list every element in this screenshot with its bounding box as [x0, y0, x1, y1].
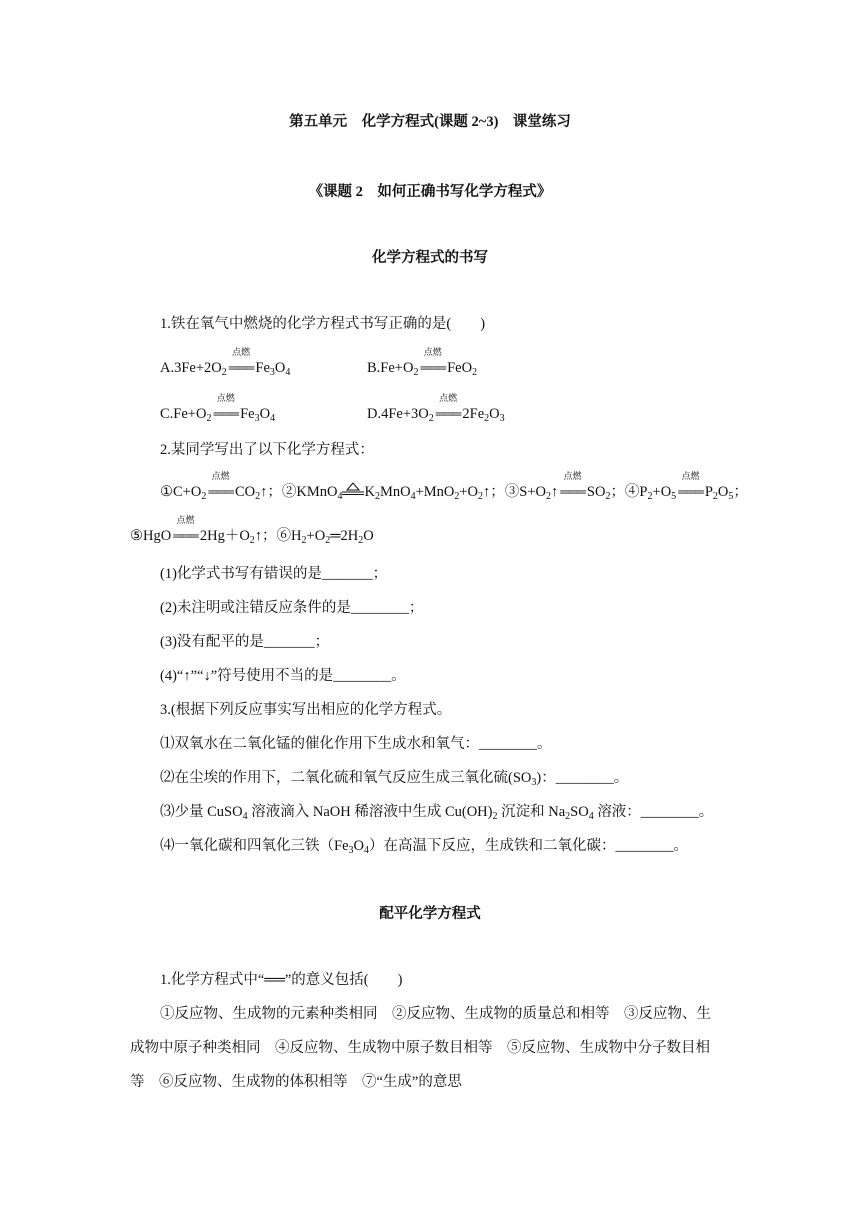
- q2-answer-1: (1)化学式书写有错误的是_______；: [160, 566, 388, 582]
- q3-sub-1: ⑴双氧水在二氧化锰的催化作用下生成水和氧气：________。: [160, 736, 552, 752]
- reaction-condition-label: 点燃: [232, 347, 251, 357]
- section-title-writing: 化学方程式的书写: [372, 250, 488, 266]
- section-title-balancing: 配平化学方程式: [379, 906, 481, 922]
- lesson-title: 《课题 2 如何正确书写化学方程式》: [308, 184, 552, 200]
- q4-stem: 1.化学方程式中“══”的意义包括( ): [160, 972, 403, 988]
- q2-answer-4: (4)“↑”“↓”符号使用不当的是________。: [160, 668, 406, 684]
- q1-stem: 1.铁在氧气中燃烧的化学方程式书写正确的是( ): [160, 316, 486, 332]
- reaction-condition-label: 点燃: [563, 471, 582, 481]
- q1-option-a: $A.3Fe+2O_2$ 点燃 ═══ $Fe_3O_4$: [160, 347, 291, 378]
- q4-line-1: ①反应物、生成物的元素种类相同 ②反应物、生成物的质量总和相等 ③反应物、生: [160, 1006, 711, 1022]
- q2-answer-3: (3)没有配平的是_______；: [160, 634, 330, 650]
- reaction-condition-label: 点燃: [211, 471, 230, 481]
- q2-stem: 2.某同学写出了以下化学方程式：: [160, 442, 374, 458]
- q4-line-3: 等 ⑥反应物、生成物的体积相等 ⑦“生成”的意思: [130, 1074, 462, 1090]
- q3-sub-4: ⑷一氧化碳和四氧化三铁$(Fe_3O_4)$在高温下反应，生成铁和二氧化碳：________。: [160, 838, 688, 856]
- q3-sub-3: ⑶少量 CuSO$_4$ 溶液滴入 NaOH 稀溶液中生成 $Cu(OH)_2$ 沉淀和 $Na_2SO_4$ 溶液：________。: [160, 804, 714, 822]
- q2-equations-line2: ⑤HgO 点燃 ═══ $2Hg+O_2↑$；$⑥H_2+O_2═2H_2O$: [130, 515, 374, 546]
- q1-option-c: $C.Fe+O_2$ 点燃 ═══ $Fe_3O_4$: [160, 393, 276, 424]
- page-title: 第五单元 化学方程式(课题 2~3) 课堂练习: [289, 114, 571, 130]
- q1-option-d: $D.4Fe+3O_2$ 点燃 ═══ $2Fe_2O_3$: [367, 393, 505, 424]
- q4-line-2: 成物中原子种类相同 ④反应物、生成物中原子数目相等 ⑤反应物、生成物中分子数目相: [130, 1040, 710, 1056]
- q3-stem: 3.(根据下列反应事实写出相应的化学方程式。: [160, 702, 452, 718]
- reaction-condition-label: 点燃: [681, 471, 700, 481]
- q3-sub-2: ⑵在尘埃的作用下，二氧化硫和氧气反应生成三氧化硫$(SO_3)$：________。: [160, 770, 629, 788]
- reaction-condition-label: 点燃: [439, 393, 458, 403]
- q2-equations-line1: $①C+O_2$ 点燃 ═══ $CO_2↑$；②KMnO$_4$ $K_2MnO_4+MnO_2+O_2↑$；$③S+O_2↑$ 点燃 ═══ $SO_2$；$④P_2+O_5$ 点燃 ═══ $P_2O_5$；: [160, 471, 748, 502]
- reaction-condition-label: 点燃: [423, 347, 442, 357]
- q2-answer-2: (2)未注明或注错反应条件的是________；: [160, 600, 424, 616]
- reaction-condition-label: 点燃: [216, 393, 235, 403]
- reaction-condition-label: 点燃: [176, 515, 195, 525]
- q1-option-b: $B.Fe+O_2$ 点燃 ═══ FeO$_2$: [367, 347, 478, 378]
